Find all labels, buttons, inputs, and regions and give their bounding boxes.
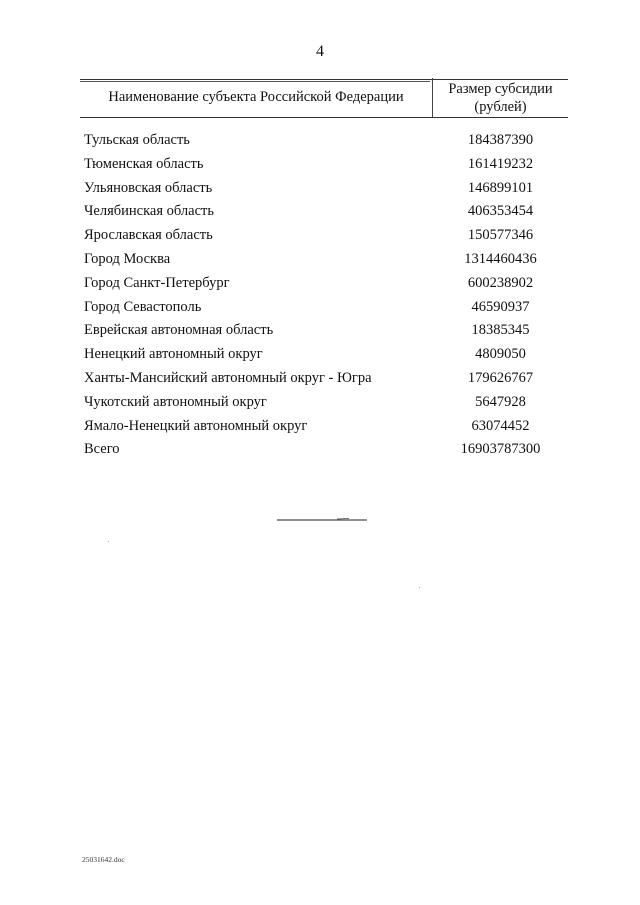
total-amount: 16903787300 bbox=[460, 441, 541, 458]
region-name: Ненецкий автономный округ bbox=[84, 346, 263, 363]
region-name: Тюменская область bbox=[84, 155, 204, 172]
subsidy-amount: 179626767 bbox=[467, 369, 534, 386]
table-row bbox=[0, 418, 640, 442]
region-name: Город Москва bbox=[84, 250, 171, 267]
table-row bbox=[0, 299, 640, 323]
region-name: Челябинская область bbox=[84, 203, 214, 220]
subsidy-amount: 1314460436 bbox=[464, 250, 537, 267]
region-name: Ямало-Ненецкий автономный округ bbox=[84, 417, 308, 434]
table-row bbox=[0, 370, 640, 394]
subsidy-amount: 600238902 bbox=[467, 274, 534, 291]
table-row bbox=[0, 227, 640, 251]
subsidy-amount: 5647928 bbox=[475, 393, 526, 410]
total-label: Всего bbox=[84, 441, 120, 458]
scan-speck bbox=[419, 587, 420, 588]
end-of-document-mark bbox=[277, 518, 367, 521]
subsidy-amount: 46590937 bbox=[471, 298, 530, 315]
region-name: Тульская область bbox=[84, 132, 190, 148]
scan-speck bbox=[108, 541, 109, 542]
subsidy-amount: 161419232 bbox=[467, 155, 534, 172]
table-row bbox=[0, 322, 640, 346]
region-name: Ярославская область bbox=[84, 227, 213, 244]
table-row-total bbox=[0, 441, 640, 465]
table-rule-top-left bbox=[80, 81, 430, 82]
table-body bbox=[0, 132, 640, 465]
table-row bbox=[0, 156, 640, 180]
subsidy-amount: 63074452 bbox=[471, 417, 530, 434]
page-number: 4 bbox=[316, 43, 324, 60]
table-row bbox=[0, 251, 640, 275]
table-row bbox=[0, 275, 640, 299]
table-header-amount-line2: (рублей) bbox=[474, 99, 527, 115]
table-header-amount bbox=[433, 80, 568, 116]
table-row bbox=[0, 180, 640, 204]
table-row bbox=[0, 203, 640, 227]
region-name: Город Севастополь bbox=[84, 298, 202, 315]
subsidy-amount: 146899101 bbox=[467, 179, 534, 196]
table-row bbox=[0, 346, 640, 370]
region-name: Ульяновская область bbox=[84, 179, 213, 196]
subsidy-amount: 150577346 bbox=[467, 227, 534, 244]
region-name: Чукотский автономный округ bbox=[84, 393, 267, 410]
subsidy-amount: 406353454 bbox=[467, 203, 534, 220]
table-row bbox=[0, 132, 640, 156]
region-name: Ханты-Мансийский автономный округ - Югра bbox=[84, 369, 372, 386]
footer-file-name: 25031642.doc bbox=[82, 855, 125, 864]
table-header-name: Наименование субъекта Российской Федерации bbox=[108, 89, 404, 105]
table-rule-bottom bbox=[80, 117, 568, 118]
table-header-amount-line1: Размер субсидии bbox=[448, 81, 553, 97]
region-name: Еврейская автономная область bbox=[84, 322, 274, 339]
subsidy-amount: 18385345 bbox=[471, 322, 530, 339]
region-name: Город Санкт-Петербург bbox=[84, 274, 230, 291]
subsidy-amount: 4809050 bbox=[475, 346, 526, 363]
table-row bbox=[0, 394, 640, 418]
subsidy-amount: 184387390 bbox=[467, 132, 534, 148]
